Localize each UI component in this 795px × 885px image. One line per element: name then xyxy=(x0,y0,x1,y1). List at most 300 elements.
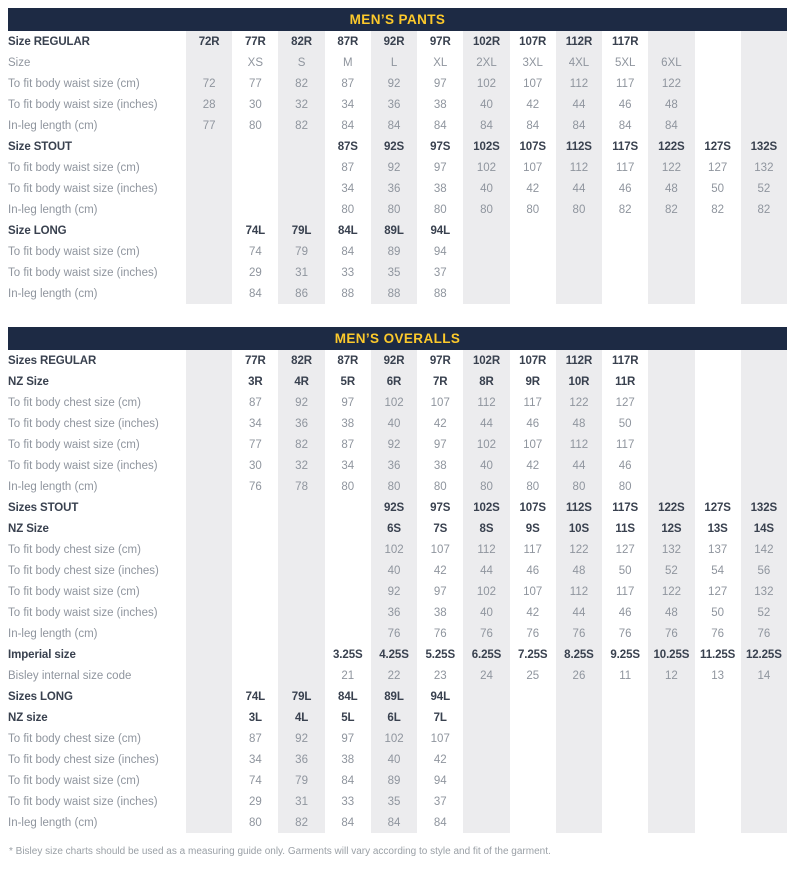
table-cell xyxy=(741,115,787,136)
table-cell xyxy=(648,455,694,476)
table-cell xyxy=(556,749,602,770)
table-cell xyxy=(648,220,694,241)
mens-overalls-title-bar xyxy=(8,327,787,350)
table-cell: 97S xyxy=(430,501,451,514)
table-cell xyxy=(741,434,787,455)
row-label: NZ Size xyxy=(8,375,49,388)
table-cell xyxy=(741,413,787,434)
table-row xyxy=(8,262,787,283)
table-cell xyxy=(186,199,232,220)
table-cell: 112 xyxy=(463,392,509,413)
table-cell: 102R xyxy=(463,31,509,52)
table-cell: 102 xyxy=(463,73,509,94)
table-cell xyxy=(325,497,371,518)
table-cell: 112R xyxy=(556,350,602,371)
table-cell xyxy=(602,749,648,770)
table-cell: 6S xyxy=(371,518,417,539)
table-cell: 80 xyxy=(248,816,262,829)
table-cell: 74 xyxy=(248,774,262,787)
table-cell: 89L xyxy=(371,686,417,707)
table-cell: 23 xyxy=(433,669,447,682)
table-cell: 48 xyxy=(556,413,602,434)
table-cell: 76 xyxy=(463,623,509,644)
table-cell xyxy=(556,791,602,812)
table-cell: 94L xyxy=(430,690,451,703)
table-cell: 44 xyxy=(463,413,509,434)
row-label: To fit body chest size (cm) xyxy=(8,732,141,745)
table-cell xyxy=(186,283,232,304)
table-cell xyxy=(741,455,787,476)
table-cell: 122S xyxy=(648,136,694,157)
table-cell xyxy=(695,770,741,791)
table-row xyxy=(8,644,787,665)
table-cell: 77 xyxy=(186,115,232,136)
table-cell: 82 xyxy=(711,203,725,216)
table-cell: 46 xyxy=(618,606,632,619)
table-cell: 46 xyxy=(526,564,540,577)
row-label: To fit body chest size (inches) xyxy=(8,564,159,577)
table-cell: 4XL xyxy=(556,52,602,73)
table-cell: 48 xyxy=(648,178,694,199)
row-label: Size LONG xyxy=(8,224,67,237)
table-cell: 50 xyxy=(618,564,632,577)
table-cell: 42 xyxy=(526,98,540,111)
table-cell: 72R xyxy=(186,31,232,52)
table-cell xyxy=(556,686,602,707)
table-cell xyxy=(186,413,232,434)
table-cell: 132 xyxy=(741,581,787,602)
table-cell xyxy=(648,749,694,770)
table-cell: 40 xyxy=(463,94,509,115)
table-cell xyxy=(510,770,556,791)
table-cell: 31 xyxy=(278,262,324,283)
table-cell: 40 xyxy=(463,455,509,476)
table-row xyxy=(8,728,787,749)
table-cell: 11.25S xyxy=(700,648,736,661)
table-cell xyxy=(741,283,787,304)
table-cell xyxy=(232,199,278,220)
table-cell xyxy=(741,371,787,392)
table-cell: 74 xyxy=(248,245,262,258)
row-label: Sizes REGULAR xyxy=(8,354,97,367)
table-cell: 28 xyxy=(186,94,232,115)
table-cell: 84 xyxy=(341,816,355,829)
table-row xyxy=(8,686,787,707)
table-cell: 97 xyxy=(433,77,447,90)
table-row xyxy=(8,350,787,371)
table-cell xyxy=(556,728,602,749)
table-cell xyxy=(463,262,509,283)
table-cell xyxy=(186,241,232,262)
table-cell: 97S xyxy=(430,140,451,153)
table-cell: 76 xyxy=(526,627,540,640)
table-row xyxy=(8,434,787,455)
table-cell: 117 xyxy=(616,585,635,598)
table-cell: 80 xyxy=(341,480,355,493)
table-cell: 94 xyxy=(433,774,447,787)
table-cell xyxy=(695,476,741,497)
table-cell: 32 xyxy=(278,455,324,476)
table-cell: 42 xyxy=(526,606,540,619)
table-cell xyxy=(556,707,602,728)
table-cell xyxy=(695,73,741,94)
table-cell xyxy=(186,350,232,371)
table-cell: 34 xyxy=(341,182,355,195)
table-cell xyxy=(695,115,741,136)
table-row xyxy=(8,413,787,434)
row-label: In-leg length (cm) xyxy=(8,287,98,300)
table-cell xyxy=(325,518,371,539)
table-cell: 137 xyxy=(708,543,728,556)
table-cell: 122 xyxy=(648,581,694,602)
table-cell: 38 xyxy=(433,182,447,195)
mens-overalls-table xyxy=(8,327,787,833)
table-cell: 3.25S xyxy=(333,648,363,661)
table-cell xyxy=(602,283,648,304)
table-cell xyxy=(648,262,694,283)
table-cell xyxy=(741,220,787,241)
table-row xyxy=(8,94,787,115)
table-cell xyxy=(232,178,278,199)
table-cell: 34 xyxy=(248,417,262,430)
table-cell: 52 xyxy=(741,602,787,623)
table-cell xyxy=(232,644,278,665)
table-cell xyxy=(648,476,694,497)
table-cell: 127S xyxy=(704,140,731,153)
table-cell: 80 xyxy=(341,203,355,216)
table-cell: 36 xyxy=(278,749,324,770)
table-cell: 80 xyxy=(248,119,262,132)
table-cell: 92 xyxy=(371,434,417,455)
table-cell xyxy=(278,178,324,199)
table-cell xyxy=(232,665,278,686)
row-label: Size xyxy=(8,56,31,69)
table-cell xyxy=(463,707,509,728)
table-cell xyxy=(186,262,232,283)
table-cell: 122S xyxy=(648,497,694,518)
row-label: In-leg length (cm) xyxy=(8,203,98,216)
table-cell: 102 xyxy=(371,539,417,560)
table-cell xyxy=(695,791,741,812)
table-cell xyxy=(463,241,509,262)
table-cell: 84 xyxy=(341,119,355,132)
table-cell: 14 xyxy=(741,665,787,686)
table-row xyxy=(8,392,787,413)
table-cell: 40 xyxy=(371,749,417,770)
table-cell xyxy=(510,220,556,241)
table-cell: 117 xyxy=(616,77,635,90)
table-cell xyxy=(741,686,787,707)
table-cell: 127 xyxy=(615,543,635,556)
table-cell: 14S xyxy=(741,518,787,539)
table-cell xyxy=(741,31,787,52)
table-cell: 7S xyxy=(433,522,448,535)
table-cell xyxy=(463,812,509,833)
table-cell xyxy=(463,770,509,791)
table-cell: 46 xyxy=(526,417,540,430)
table-cell: 92S xyxy=(371,497,417,518)
table-cell: 92 xyxy=(371,157,417,178)
table-cell: 107R xyxy=(519,354,547,367)
row-label: In-leg length (cm) xyxy=(8,816,98,829)
table-title: MEN’S PANTS xyxy=(349,12,446,27)
table-cell: 76 xyxy=(711,627,725,640)
table-cell: 32 xyxy=(278,94,324,115)
table-cell xyxy=(741,728,787,749)
mens-pants-table-body xyxy=(8,31,787,304)
table-cell: 117S xyxy=(612,501,639,514)
table-cell: 77 xyxy=(248,77,262,90)
table-cell: 76 xyxy=(741,623,787,644)
table-cell xyxy=(186,707,232,728)
table-row xyxy=(8,623,787,644)
table-cell: 35 xyxy=(371,262,417,283)
table-cell xyxy=(186,560,232,581)
table-cell xyxy=(741,476,787,497)
table-cell xyxy=(648,728,694,749)
row-label: In-leg length (cm) xyxy=(8,119,98,132)
table-cell xyxy=(278,623,324,644)
table-cell xyxy=(602,728,648,749)
table-cell: 117 xyxy=(523,396,542,409)
table-cell: 35 xyxy=(371,791,417,812)
table-cell: 80 xyxy=(433,203,447,216)
table-cell: 36 xyxy=(371,602,417,623)
table-row xyxy=(8,707,787,728)
table-cell xyxy=(695,707,741,728)
table-cell: 38 xyxy=(433,459,447,472)
table-row xyxy=(8,770,787,791)
table-cell: 77R xyxy=(244,35,266,48)
table-cell: 74L xyxy=(245,690,266,703)
table-cell xyxy=(232,136,278,157)
table-cell xyxy=(186,518,232,539)
table-cell: 84 xyxy=(341,774,355,787)
table-cell: L xyxy=(371,52,417,73)
table-cell: 107 xyxy=(430,732,450,745)
table-row xyxy=(8,283,787,304)
table-cell: 127S xyxy=(704,501,731,514)
table-cell: 79L xyxy=(278,220,324,241)
table-cell: 102 xyxy=(371,392,417,413)
table-cell: 40 xyxy=(371,560,417,581)
table-cell: 56 xyxy=(741,560,787,581)
table-cell xyxy=(695,31,741,52)
table-cell: 117 xyxy=(616,438,635,451)
table-cell: 92 xyxy=(371,73,417,94)
table-cell xyxy=(648,812,694,833)
row-label: NZ size xyxy=(8,711,48,724)
table-row xyxy=(8,791,787,812)
table-cell: 122 xyxy=(556,539,602,560)
table-cell xyxy=(741,770,787,791)
table-cell: 84 xyxy=(371,115,417,136)
table-cell: 117 xyxy=(523,543,542,556)
table-cell: 132S xyxy=(741,136,787,157)
table-cell xyxy=(325,539,371,560)
table-cell: 80 xyxy=(433,480,447,493)
table-cell xyxy=(186,136,232,157)
table-cell: 122 xyxy=(648,157,694,178)
table-row xyxy=(8,115,787,136)
row-label: To fit body waist size (cm) xyxy=(8,774,140,787)
mens-overalls-table-body xyxy=(8,350,787,833)
table-cell: 112 xyxy=(556,434,602,455)
row-label: Sizes LONG xyxy=(8,690,73,703)
table-cell xyxy=(278,539,324,560)
table-cell: 38 xyxy=(341,753,355,766)
row-label: Size STOUT xyxy=(8,140,72,153)
table-row xyxy=(8,476,787,497)
table-cell xyxy=(602,241,648,262)
table-cell: 46 xyxy=(618,459,632,472)
table-row xyxy=(8,220,787,241)
table-cell xyxy=(648,770,694,791)
table-cell: 79L xyxy=(278,686,324,707)
table-cell xyxy=(602,791,648,812)
table-cell: 107 xyxy=(523,585,543,598)
row-label: Imperial size xyxy=(8,648,76,661)
table-cell xyxy=(186,497,232,518)
table-cell: 142 xyxy=(741,539,787,560)
table-cell: 44 xyxy=(556,455,602,476)
table-cell: 92R xyxy=(371,31,417,52)
table-cell: 87 xyxy=(341,77,355,90)
table-cell xyxy=(695,220,741,241)
table-cell xyxy=(278,602,324,623)
table-cell: 34 xyxy=(341,98,355,111)
table-cell xyxy=(695,241,741,262)
table-cell xyxy=(741,791,787,812)
table-cell xyxy=(186,539,232,560)
table-cell xyxy=(741,52,787,73)
table-cell: 44 xyxy=(463,560,509,581)
table-cell: 102 xyxy=(371,728,417,749)
table-cell xyxy=(186,434,232,455)
table-cell xyxy=(602,770,648,791)
table-cell: 80 xyxy=(556,476,602,497)
table-cell xyxy=(463,220,509,241)
row-label: To fit body waist size (cm) xyxy=(8,585,140,598)
table-cell: 76 xyxy=(648,623,694,644)
table-cell: 2XL xyxy=(463,52,509,73)
table-cell: 84 xyxy=(341,245,355,258)
table-cell: 84 xyxy=(648,115,694,136)
table-cell: 127 xyxy=(615,396,635,409)
table-cell: 97R xyxy=(429,354,451,367)
table-cell xyxy=(695,52,741,73)
table-cell: 88 xyxy=(341,287,355,300)
table-cell: 42 xyxy=(433,753,447,766)
table-cell xyxy=(695,392,741,413)
table-cell xyxy=(510,241,556,262)
table-row xyxy=(8,178,787,199)
table-cell: 40 xyxy=(371,413,417,434)
table-cell xyxy=(278,665,324,686)
table-cell: 102 xyxy=(463,434,509,455)
table-cell xyxy=(463,686,509,707)
table-cell xyxy=(325,560,371,581)
table-cell xyxy=(648,413,694,434)
table-cell: 117R xyxy=(611,354,639,367)
table-cell xyxy=(648,31,694,52)
row-label: To fit body waist size (inches) xyxy=(8,182,158,195)
table-cell: 50 xyxy=(618,417,632,430)
table-cell xyxy=(695,686,741,707)
table-cell xyxy=(695,455,741,476)
table-cell xyxy=(648,371,694,392)
table-cell: 107 xyxy=(430,543,450,556)
table-cell: 84 xyxy=(556,115,602,136)
table-cell: 29 xyxy=(248,266,262,279)
table-cell: 10R xyxy=(556,371,602,392)
table-cell: 87 xyxy=(248,732,262,745)
table-cell: 77R xyxy=(244,354,266,367)
table-cell: 92 xyxy=(278,392,324,413)
table-cell: 21 xyxy=(341,669,355,682)
table-cell: 92R xyxy=(371,350,417,371)
table-cell: 97 xyxy=(433,438,447,451)
table-row xyxy=(8,199,787,220)
table-cell: 37 xyxy=(433,795,447,808)
table-cell: 36 xyxy=(371,455,417,476)
row-label: To fit body waist size (inches) xyxy=(8,459,158,472)
table-cell: 10.25S xyxy=(648,644,694,665)
table-cell: 102S xyxy=(463,136,509,157)
table-cell xyxy=(695,350,741,371)
table-cell: 112 xyxy=(556,581,602,602)
table-cell xyxy=(556,812,602,833)
table-row xyxy=(8,749,787,770)
table-cell xyxy=(510,791,556,812)
table-cell xyxy=(278,644,324,665)
table-cell xyxy=(695,434,741,455)
table-cell xyxy=(741,94,787,115)
table-cell: 132 xyxy=(648,539,694,560)
table-title: MEN’S OVERALLS xyxy=(334,331,461,346)
table-cell: 5XL xyxy=(614,56,636,69)
table-cell: 80 xyxy=(526,203,540,216)
table-cell: 40 xyxy=(463,178,509,199)
table-cell xyxy=(648,791,694,812)
table-cell: 44 xyxy=(556,94,602,115)
table-cell xyxy=(695,413,741,434)
table-cell xyxy=(741,241,787,262)
table-cell: XS xyxy=(247,56,263,69)
table-cell: 132 xyxy=(741,157,787,178)
table-cell xyxy=(602,812,648,833)
table-cell xyxy=(186,455,232,476)
table-cell xyxy=(510,686,556,707)
table-cell xyxy=(186,686,232,707)
table-cell xyxy=(186,220,232,241)
row-label: NZ Size xyxy=(8,522,49,535)
table-cell xyxy=(278,581,324,602)
table-cell: 29 xyxy=(248,795,262,808)
table-cell: 10S xyxy=(556,518,602,539)
table-cell: 92 xyxy=(371,581,417,602)
table-cell: 31 xyxy=(278,791,324,812)
table-cell: 107R xyxy=(519,35,547,48)
row-label: To fit body waist size (inches) xyxy=(8,98,158,111)
table-cell: 82 xyxy=(278,812,324,833)
table-row xyxy=(8,602,787,623)
table-cell: 4L xyxy=(278,707,324,728)
table-cell: 87 xyxy=(341,161,355,174)
table-cell xyxy=(602,686,648,707)
table-cell xyxy=(510,812,556,833)
table-cell: 97 xyxy=(433,161,447,174)
